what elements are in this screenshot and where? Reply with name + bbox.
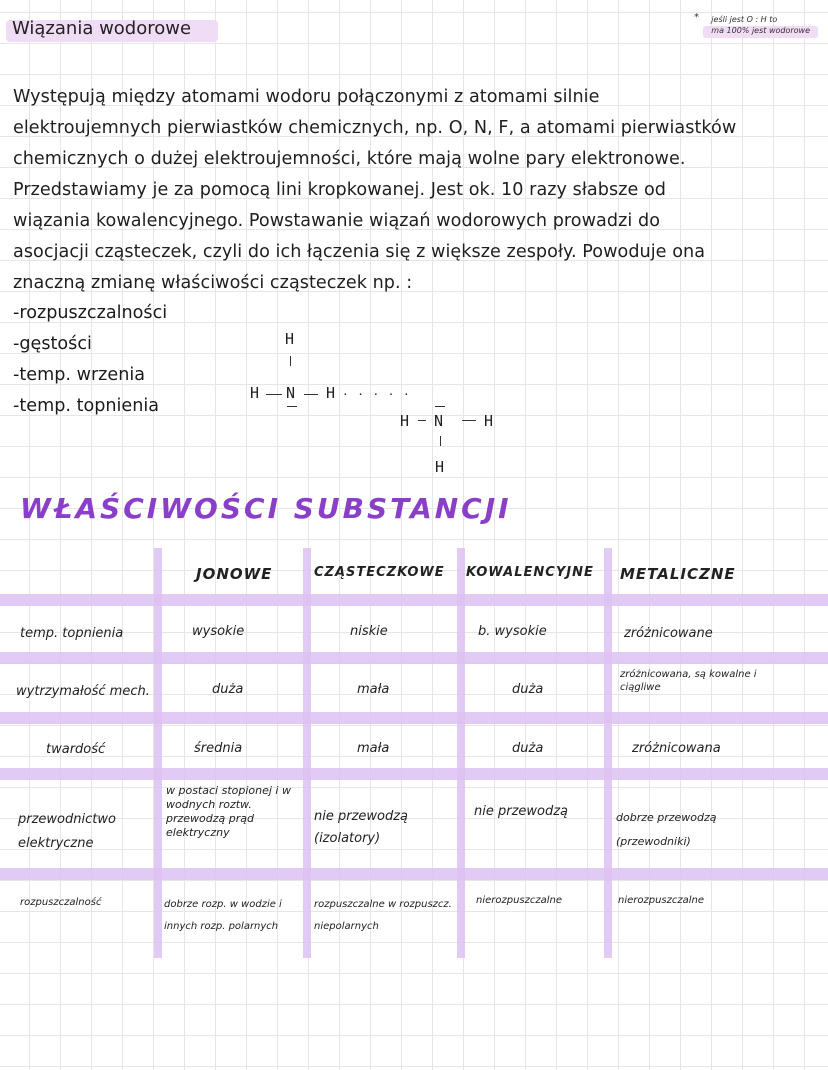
list-item: -rozpuszczalności — [13, 303, 168, 323]
header-metallic: METALICZNE — [620, 565, 736, 583]
row-label: przewodnictwo elektryczne — [18, 812, 116, 851]
table-cell: duża — [512, 682, 544, 697]
header-ionic: JONOWE — [196, 565, 273, 583]
list-item: -temp. topnienia — [13, 396, 160, 416]
column-divider — [457, 548, 465, 958]
column-divider — [604, 548, 612, 958]
row-divider — [0, 768, 828, 780]
side-note-line2: ma 100% jest wodorowe — [711, 26, 810, 35]
table-cell: dobrze rozp. w wodzie i innych rozp. polarnych — [164, 899, 282, 932]
row-label: rozpuszczalność — [20, 897, 102, 908]
side-note — [711, 14, 810, 36]
table-cell: rozpuszczalne w rozpuszcz. niepolarnych — [314, 899, 452, 932]
bond-line — [266, 394, 282, 395]
properties-list — [13, 298, 167, 422]
header-molecular: CZĄSTECZKOWE — [314, 565, 445, 580]
table-cell: zróżnicowana, są kowalne i ciągliwe — [620, 669, 757, 693]
atom-left-h: H — [250, 384, 260, 402]
table-cell: wysokie — [192, 624, 245, 639]
bond-line — [304, 394, 318, 395]
table-cell: zróżnicowane — [624, 626, 713, 641]
table-cell: mała — [357, 682, 390, 697]
table-cell: duża — [512, 741, 544, 756]
atom-h2: H — [400, 412, 410, 430]
side-note-line1: jeśli jest O : H to — [711, 15, 778, 24]
table-cell: nie przewodzą — [474, 804, 569, 819]
paragraph-line: wiązania kowalencyjnego. Powstawanie wiązań wodorowych prowadzi do — [13, 211, 661, 231]
column-divider — [154, 548, 162, 958]
table-cell: w postaci stopionej i w wodnych roztw. przewodzą prąd elektryczny — [166, 784, 291, 839]
page-title: Wiązania wodorowe — [12, 18, 192, 39]
row-divider — [0, 712, 828, 724]
header-covalent: KOWALENCYJNE — [466, 565, 594, 580]
table-cell: dobrze przewodzą (przewodniki) — [616, 811, 717, 848]
table-cell: nierozpuszczalne — [476, 895, 563, 906]
table-cell: nie przewodzą (izolatory) — [314, 809, 409, 846]
table-cell: b. wysokie — [478, 624, 547, 639]
row-label: twardość — [46, 742, 106, 757]
atom-n1: N — [286, 384, 296, 402]
table-cell: duża — [212, 682, 244, 697]
bond-line — [462, 420, 476, 421]
row-label: temp. topnienia — [20, 626, 124, 641]
atom-n2: N — [434, 412, 444, 430]
intro-paragraph — [13, 82, 813, 299]
atom-h-bridge: H — [326, 384, 336, 402]
paragraph-line: Przedstawiamy je za pomocą lini kropkowanej. Jest ok. 10 razy słabsze od — [13, 180, 667, 200]
bond-line — [418, 420, 426, 421]
paragraph-line: chemicznych o dużej elektroujemności, które mają wolne pary elektronowe. — [13, 149, 686, 169]
list-item: -temp. wrzenia — [13, 365, 146, 385]
note-star: * — [694, 12, 699, 23]
lone-pair-line — [435, 406, 445, 407]
table-cell: średnia — [194, 741, 243, 756]
paragraph-line: Występują między atomami wodoru połączonymi z atomami silnie — [13, 87, 600, 107]
table-cell: mała — [357, 741, 390, 756]
paragraph-line: elektroujemnych pierwiastków chemicznych, np. O, N, F, a atomami pierwiastków — [13, 118, 737, 138]
table-cell: niskie — [350, 624, 388, 639]
row-label: wytrzymałość mech. — [16, 684, 150, 699]
bond-line — [440, 436, 441, 446]
atom-bottom-h: H — [435, 458, 445, 476]
hydrogen-bond-dots: · · · · · — [342, 388, 411, 401]
row-divider — [0, 594, 828, 606]
lone-pair-line — [287, 406, 297, 407]
row-divider — [0, 868, 828, 880]
paragraph-line: asocjacji cząsteczek, czyli do ich łączenia się z większe zespoły. Powoduje ona — [13, 242, 706, 262]
paragraph-line: znaczną zmianę właściwości cząsteczek np. : — [13, 273, 413, 293]
section-title: WŁAŚCIWOŚCI SUBSTANCJI — [20, 492, 512, 525]
list-item: -gęstości — [13, 334, 92, 354]
bond-line — [290, 356, 291, 366]
atom-top-h: H — [285, 330, 295, 348]
atom-right-h: H — [484, 412, 494, 430]
table-cell: nierozpuszczalne — [618, 895, 705, 906]
row-divider — [0, 652, 828, 664]
table-cell: zróżnicowana — [632, 741, 721, 756]
